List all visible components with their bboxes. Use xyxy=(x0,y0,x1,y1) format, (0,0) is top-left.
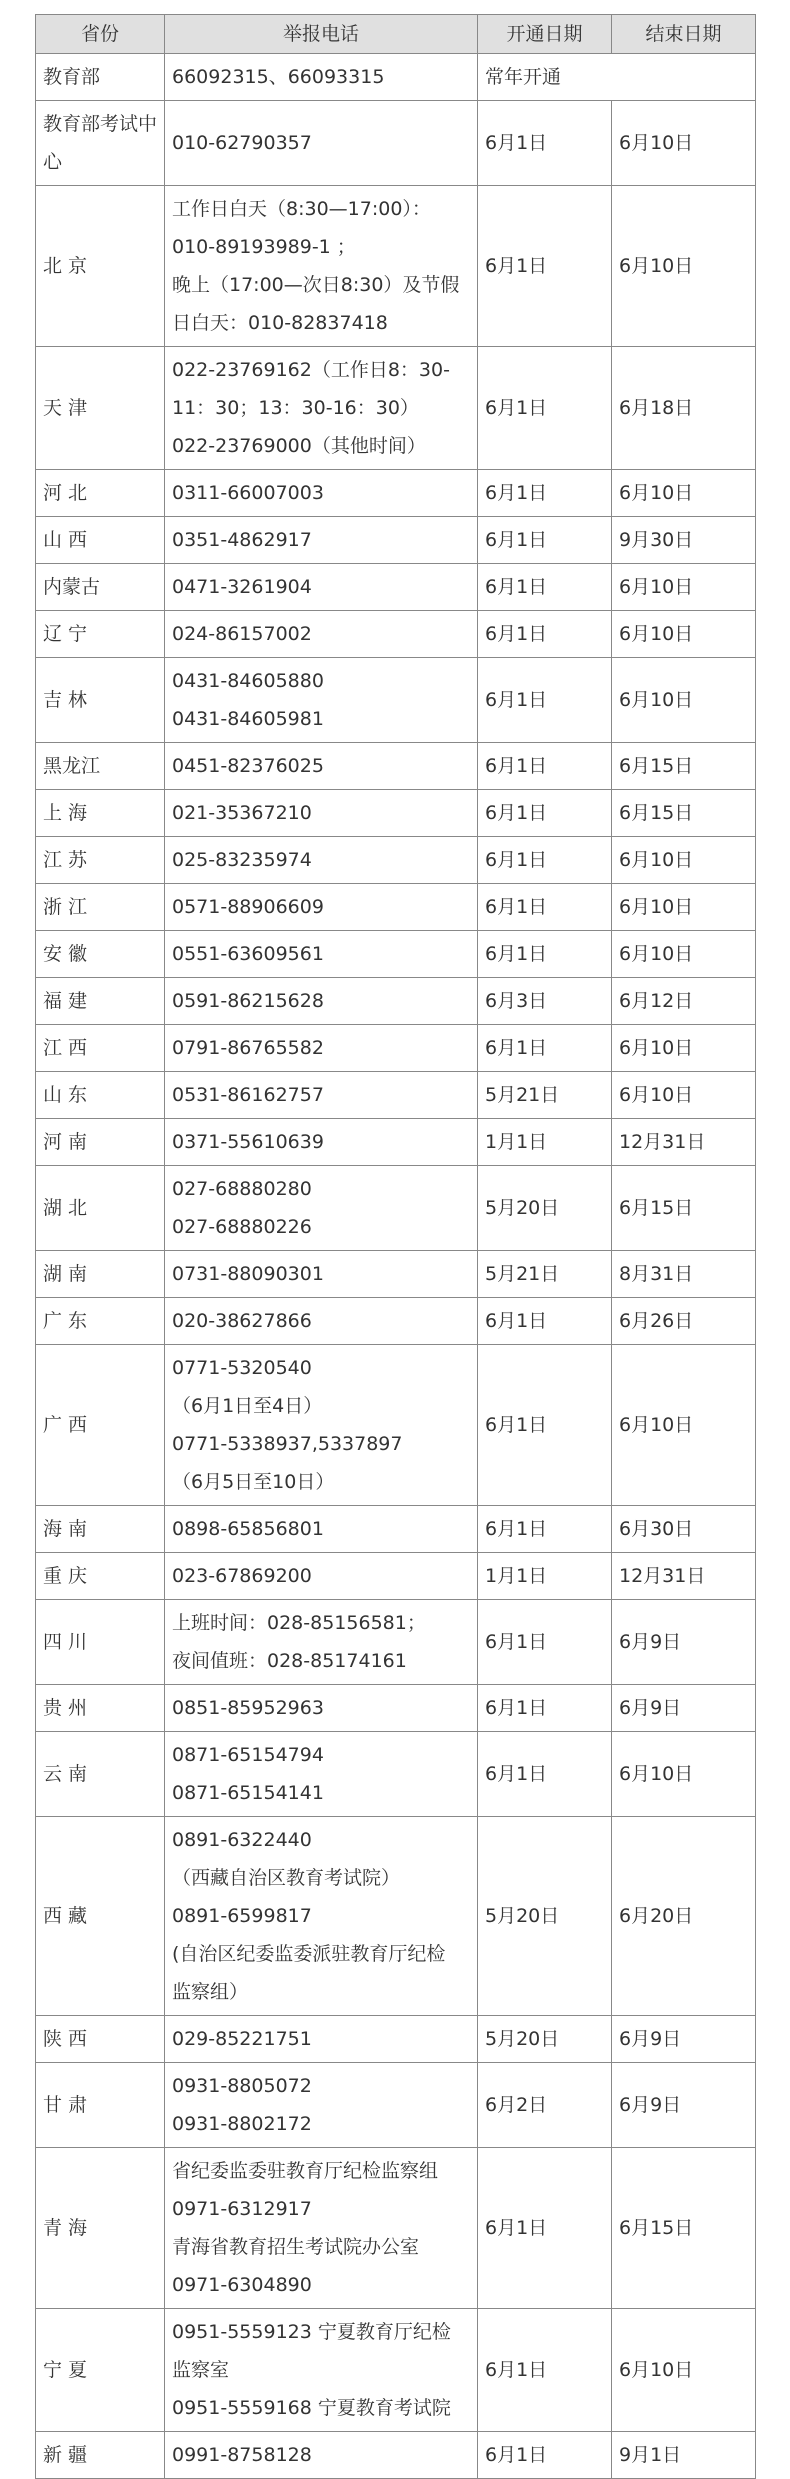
phone-line: 0771-5338937,5337897 xyxy=(172,1433,403,1455)
province-cell: 甘 肃 xyxy=(36,2063,165,2148)
start-date-cell: 6月1日 xyxy=(478,1298,612,1345)
phone-line: 0891-6599817 xyxy=(172,1905,312,1927)
start-date-cell: 6月1日 xyxy=(478,1685,612,1732)
table-row xyxy=(36,1251,756,1298)
phone-line: 监察组） xyxy=(172,1981,249,2003)
province-cell: 广 东 xyxy=(36,1298,165,1345)
end-date-cell: 6月15日 xyxy=(612,790,756,837)
end-date-cell: 9月30日 xyxy=(612,517,756,564)
phone-line: 0931-8802172 xyxy=(172,2113,312,2135)
phone-line: 0571-88906609 xyxy=(172,896,324,918)
start-date-cell: 6月1日 xyxy=(478,186,612,347)
phone-cell xyxy=(165,658,478,743)
start-date-cell: 5月20日 xyxy=(478,2016,612,2063)
header-province: 省份 xyxy=(36,15,165,54)
table-row xyxy=(36,1345,756,1506)
table-body xyxy=(36,54,756,2479)
province-cell: 四 川 xyxy=(36,1600,165,1685)
province-cell: 河 北 xyxy=(36,470,165,517)
start-date-cell: 6月1日 xyxy=(478,837,612,884)
phone-cell xyxy=(165,517,478,564)
province-cell: 吉 林 xyxy=(36,658,165,743)
table-row xyxy=(36,2309,756,2432)
phone-line: 0371-55610639 xyxy=(172,1131,324,1153)
province-cell: 河 南 xyxy=(36,1119,165,1166)
phone-cell xyxy=(165,1072,478,1119)
table-row xyxy=(36,790,756,837)
table-row xyxy=(36,2016,756,2063)
start-date-cell: 6月1日 xyxy=(478,517,612,564)
end-date-cell: 6月10日 xyxy=(612,1732,756,1817)
phone-line: 0451-82376025 xyxy=(172,755,324,777)
phone-cell xyxy=(165,1506,478,1553)
phone-cell xyxy=(165,564,478,611)
table-row xyxy=(36,54,756,101)
table-row xyxy=(36,101,756,186)
hotline-table xyxy=(35,14,756,2479)
phone-cell xyxy=(165,1345,478,1506)
phone-line: 021-35367210 xyxy=(172,802,312,824)
end-date-cell: 6月10日 xyxy=(612,470,756,517)
phone-line: 0731-88090301 xyxy=(172,1263,324,1285)
table-row xyxy=(36,2148,756,2309)
table-row xyxy=(36,517,756,564)
phone-line: 0471-3261904 xyxy=(172,576,312,598)
phone-cell xyxy=(165,470,478,517)
start-date-cell: 5月20日 xyxy=(478,1166,612,1251)
phone-line: 022-23769162（工作日8：30- xyxy=(172,359,450,381)
phone-line: 027-68880280 xyxy=(172,1178,312,1200)
phone-line: 省纪委监委驻教育厅纪检监察组 xyxy=(172,2160,439,2182)
phone-line: 0951-5559168 宁夏教育考试院 xyxy=(172,2397,451,2419)
end-date-cell: 6月20日 xyxy=(612,1817,756,2016)
table-row xyxy=(36,743,756,790)
start-date-cell: 6月1日 xyxy=(478,564,612,611)
province-cell: 教育部考试中心 xyxy=(36,101,165,186)
table-row xyxy=(36,837,756,884)
province-cell: 西 藏 xyxy=(36,1817,165,2016)
table-row xyxy=(36,1506,756,1553)
province-cell: 辽 宁 xyxy=(36,611,165,658)
phone-line: 0771-5320540 xyxy=(172,1357,312,1379)
table-header-row xyxy=(36,15,756,54)
phone-line: 0551-63609561 xyxy=(172,943,324,965)
start-date-cell: 1月1日 xyxy=(478,1553,612,1600)
end-date-cell: 6月10日 xyxy=(612,2309,756,2432)
phone-cell xyxy=(165,1817,478,2016)
phone-line: 0871-65154141 xyxy=(172,1782,324,1804)
table-row xyxy=(36,1817,756,2016)
phone-line: （6月1日至4日） xyxy=(172,1395,323,1417)
phone-line: 0871-65154794 xyxy=(172,1744,324,1766)
phone-cell xyxy=(165,611,478,658)
phone-cell xyxy=(165,1732,478,1817)
province-cell: 广 西 xyxy=(36,1345,165,1506)
province-cell: 宁 夏 xyxy=(36,2309,165,2432)
phone-cell xyxy=(165,1685,478,1732)
province-cell: 重 庆 xyxy=(36,1553,165,1600)
end-date-cell: 9月1日 xyxy=(612,2432,756,2479)
phone-line: 0531-86162757 xyxy=(172,1084,324,1106)
table-row xyxy=(36,1166,756,1251)
start-date-cell: 6月1日 xyxy=(478,347,612,470)
province-cell: 江 西 xyxy=(36,1025,165,1072)
end-date-cell: 6月10日 xyxy=(612,564,756,611)
end-date-cell: 6月15日 xyxy=(612,743,756,790)
province-cell: 教育部 xyxy=(36,54,165,101)
phone-line: 0431-84605981 xyxy=(172,708,324,730)
end-date-cell: 6月15日 xyxy=(612,1166,756,1251)
end-date-cell: 6月10日 xyxy=(612,1025,756,1072)
table-row xyxy=(36,1072,756,1119)
start-date-cell: 6月1日 xyxy=(478,1732,612,1817)
end-date-cell: 6月30日 xyxy=(612,1506,756,1553)
phone-cell xyxy=(165,1166,478,1251)
phone-line: 0971-6312917 xyxy=(172,2198,312,2220)
end-date-cell: 6月10日 xyxy=(612,931,756,978)
province-cell: 黑龙江 xyxy=(36,743,165,790)
phone-line: 024-86157002 xyxy=(172,623,312,645)
phone-cell xyxy=(165,186,478,347)
start-date-cell: 5月20日 xyxy=(478,1817,612,2016)
end-date-cell: 12月31日 xyxy=(612,1553,756,1600)
phone-cell xyxy=(165,978,478,1025)
table-row xyxy=(36,470,756,517)
table-row xyxy=(36,1025,756,1072)
table-row xyxy=(36,658,756,743)
province-cell: 新 疆 xyxy=(36,2432,165,2479)
end-date-cell: 6月10日 xyxy=(612,837,756,884)
phone-line: 023-67869200 xyxy=(172,1565,312,1587)
phone-line: 0991-8758128 xyxy=(172,2444,312,2466)
province-cell: 北 京 xyxy=(36,186,165,347)
phone-line: 022-23769000（其他时间） xyxy=(172,435,426,457)
table-row xyxy=(36,931,756,978)
province-cell: 云 南 xyxy=(36,1732,165,1817)
province-cell: 山 东 xyxy=(36,1072,165,1119)
phone-cell xyxy=(165,2148,478,2309)
phone-line: 029-85221751 xyxy=(172,2028,312,2050)
phone-line: （西藏自治区教育考试院） xyxy=(172,1867,401,1889)
start-date-cell: 6月1日 xyxy=(478,2432,612,2479)
province-cell: 上 海 xyxy=(36,790,165,837)
phone-line: 0311-66007003 xyxy=(172,482,324,504)
table-row xyxy=(36,611,756,658)
start-date-cell: 6月1日 xyxy=(478,931,612,978)
phone-cell xyxy=(165,790,478,837)
end-date-cell: 6月10日 xyxy=(612,611,756,658)
phone-cell xyxy=(165,1553,478,1600)
province-cell: 江 苏 xyxy=(36,837,165,884)
table-row xyxy=(36,1732,756,1817)
phone-line: 监察室 xyxy=(172,2359,230,2381)
phone-line: (自治区纪委监委派驻教育厅纪检 xyxy=(172,1943,446,1965)
phone-line: 0951-5559123 宁夏教育厅纪检 xyxy=(172,2321,451,2343)
phone-line: 上班时间：028-85156581； xyxy=(172,1612,426,1634)
phone-cell xyxy=(165,1298,478,1345)
phone-cell xyxy=(165,1119,478,1166)
end-date-cell: 6月9日 xyxy=(612,1600,756,1685)
start-date-cell: 6月1日 xyxy=(478,101,612,186)
phone-cell xyxy=(165,2309,478,2432)
end-date-cell: 6月26日 xyxy=(612,1298,756,1345)
province-cell: 山 西 xyxy=(36,517,165,564)
end-date-cell: 8月31日 xyxy=(612,1251,756,1298)
phone-cell xyxy=(165,931,478,978)
table-row xyxy=(36,347,756,470)
phone-line: 010-89193989-1 ； xyxy=(172,236,356,258)
province-cell: 海 南 xyxy=(36,1506,165,1553)
end-date-cell: 6月10日 xyxy=(612,186,756,347)
phone-line: 青海省教育招生考试院办公室 xyxy=(172,2236,420,2258)
phone-cell xyxy=(165,347,478,470)
phone-cell xyxy=(165,837,478,884)
start-date-cell: 5月21日 xyxy=(478,1072,612,1119)
table-row xyxy=(36,186,756,347)
phone-cell xyxy=(165,2016,478,2063)
phone-cell xyxy=(165,54,478,101)
province-cell: 陕 西 xyxy=(36,2016,165,2063)
province-cell: 浙 江 xyxy=(36,884,165,931)
province-cell: 贵 州 xyxy=(36,1685,165,1732)
phone-line: 020-38627866 xyxy=(172,1310,312,1332)
start-date-cell: 5月21日 xyxy=(478,1251,612,1298)
phone-line: 11：30；13：30-16：30） xyxy=(172,397,419,419)
phone-line: 0851-85952963 xyxy=(172,1697,324,1719)
phone-cell xyxy=(165,1025,478,1072)
phone-line: 025-83235974 xyxy=(172,849,312,871)
end-date-cell: 6月10日 xyxy=(612,884,756,931)
table-row xyxy=(36,1119,756,1166)
start-date-cell: 6月1日 xyxy=(478,470,612,517)
end-date-cell: 6月9日 xyxy=(612,2063,756,2148)
phone-line: 0931-8805072 xyxy=(172,2075,312,2097)
end-date-cell: 6月15日 xyxy=(612,2148,756,2309)
province-cell: 湖 北 xyxy=(36,1166,165,1251)
table-row xyxy=(36,884,756,931)
start-date-cell: 6月1日 xyxy=(478,884,612,931)
start-date-cell: 常年开通 xyxy=(478,54,756,101)
phone-line: 0591-86215628 xyxy=(172,990,324,1012)
end-date-cell: 6月12日 xyxy=(612,978,756,1025)
end-date-cell: 6月18日 xyxy=(612,347,756,470)
start-date-cell: 6月1日 xyxy=(478,743,612,790)
start-date-cell: 6月1日 xyxy=(478,1345,612,1506)
phone-cell xyxy=(165,1251,478,1298)
phone-line: 0351-4862917 xyxy=(172,529,312,551)
phone-cell xyxy=(165,743,478,790)
phone-cell xyxy=(165,884,478,931)
phone-cell xyxy=(165,101,478,186)
start-date-cell: 1月1日 xyxy=(478,1119,612,1166)
header-phone: 举报电话 xyxy=(165,15,478,54)
phone-line: （6月5日至10日） xyxy=(172,1471,335,1493)
province-cell: 福 建 xyxy=(36,978,165,1025)
table-row xyxy=(36,978,756,1025)
start-date-cell: 6月1日 xyxy=(478,2148,612,2309)
phone-line: 0971-6304890 xyxy=(172,2274,312,2296)
phone-line: 0891-6322440 xyxy=(172,1829,312,1851)
phone-line: 0791-86765582 xyxy=(172,1037,324,1059)
table-row xyxy=(36,2432,756,2479)
province-cell: 湖 南 xyxy=(36,1251,165,1298)
table-row xyxy=(36,1600,756,1685)
start-date-cell: 6月1日 xyxy=(478,1600,612,1685)
table-row xyxy=(36,1553,756,1600)
start-date-cell: 6月1日 xyxy=(478,1506,612,1553)
header-end-date: 结束日期 xyxy=(612,15,756,54)
table-row xyxy=(36,1685,756,1732)
phone-line: 027-68880226 xyxy=(172,1216,312,1238)
end-date-cell: 6月10日 xyxy=(612,101,756,186)
province-cell: 青 海 xyxy=(36,2148,165,2309)
header-start-date: 开通日期 xyxy=(478,15,612,54)
start-date-cell: 6月1日 xyxy=(478,611,612,658)
start-date-cell: 6月1日 xyxy=(478,790,612,837)
start-date-cell: 6月1日 xyxy=(478,2309,612,2432)
phone-line: 晚上（17:00—次日8:30）及节假 xyxy=(172,274,460,296)
province-cell: 天 津 xyxy=(36,347,165,470)
phone-cell xyxy=(165,2432,478,2479)
phone-line: 夜间值班：028-85174161 xyxy=(172,1650,407,1672)
end-date-cell: 6月10日 xyxy=(612,1345,756,1506)
phone-line: 0431-84605880 xyxy=(172,670,324,692)
province-cell: 安 徽 xyxy=(36,931,165,978)
phone-line: 010-62790357 xyxy=(172,132,312,154)
start-date-cell: 6月1日 xyxy=(478,658,612,743)
end-date-cell: 12月31日 xyxy=(612,1119,756,1166)
table-row xyxy=(36,1298,756,1345)
phone-line: 66092315、66093315 xyxy=(172,66,385,88)
phone-cell xyxy=(165,1600,478,1685)
phone-cell xyxy=(165,2063,478,2148)
phone-line: 日白天：010-82837418 xyxy=(172,312,388,334)
end-date-cell: 6月9日 xyxy=(612,2016,756,2063)
province-cell: 内蒙古 xyxy=(36,564,165,611)
start-date-cell: 6月2日 xyxy=(478,2063,612,2148)
end-date-cell: 6月10日 xyxy=(612,658,756,743)
start-date-cell: 6月1日 xyxy=(478,1025,612,1072)
table-row xyxy=(36,2063,756,2148)
table-row xyxy=(36,564,756,611)
end-date-cell: 6月9日 xyxy=(612,1685,756,1732)
start-date-cell: 6月3日 xyxy=(478,978,612,1025)
phone-line: 工作日白天（8:30—17:00）： xyxy=(172,198,431,220)
phone-line: 0898-65856801 xyxy=(172,1518,324,1540)
end-date-cell: 6月10日 xyxy=(612,1072,756,1119)
